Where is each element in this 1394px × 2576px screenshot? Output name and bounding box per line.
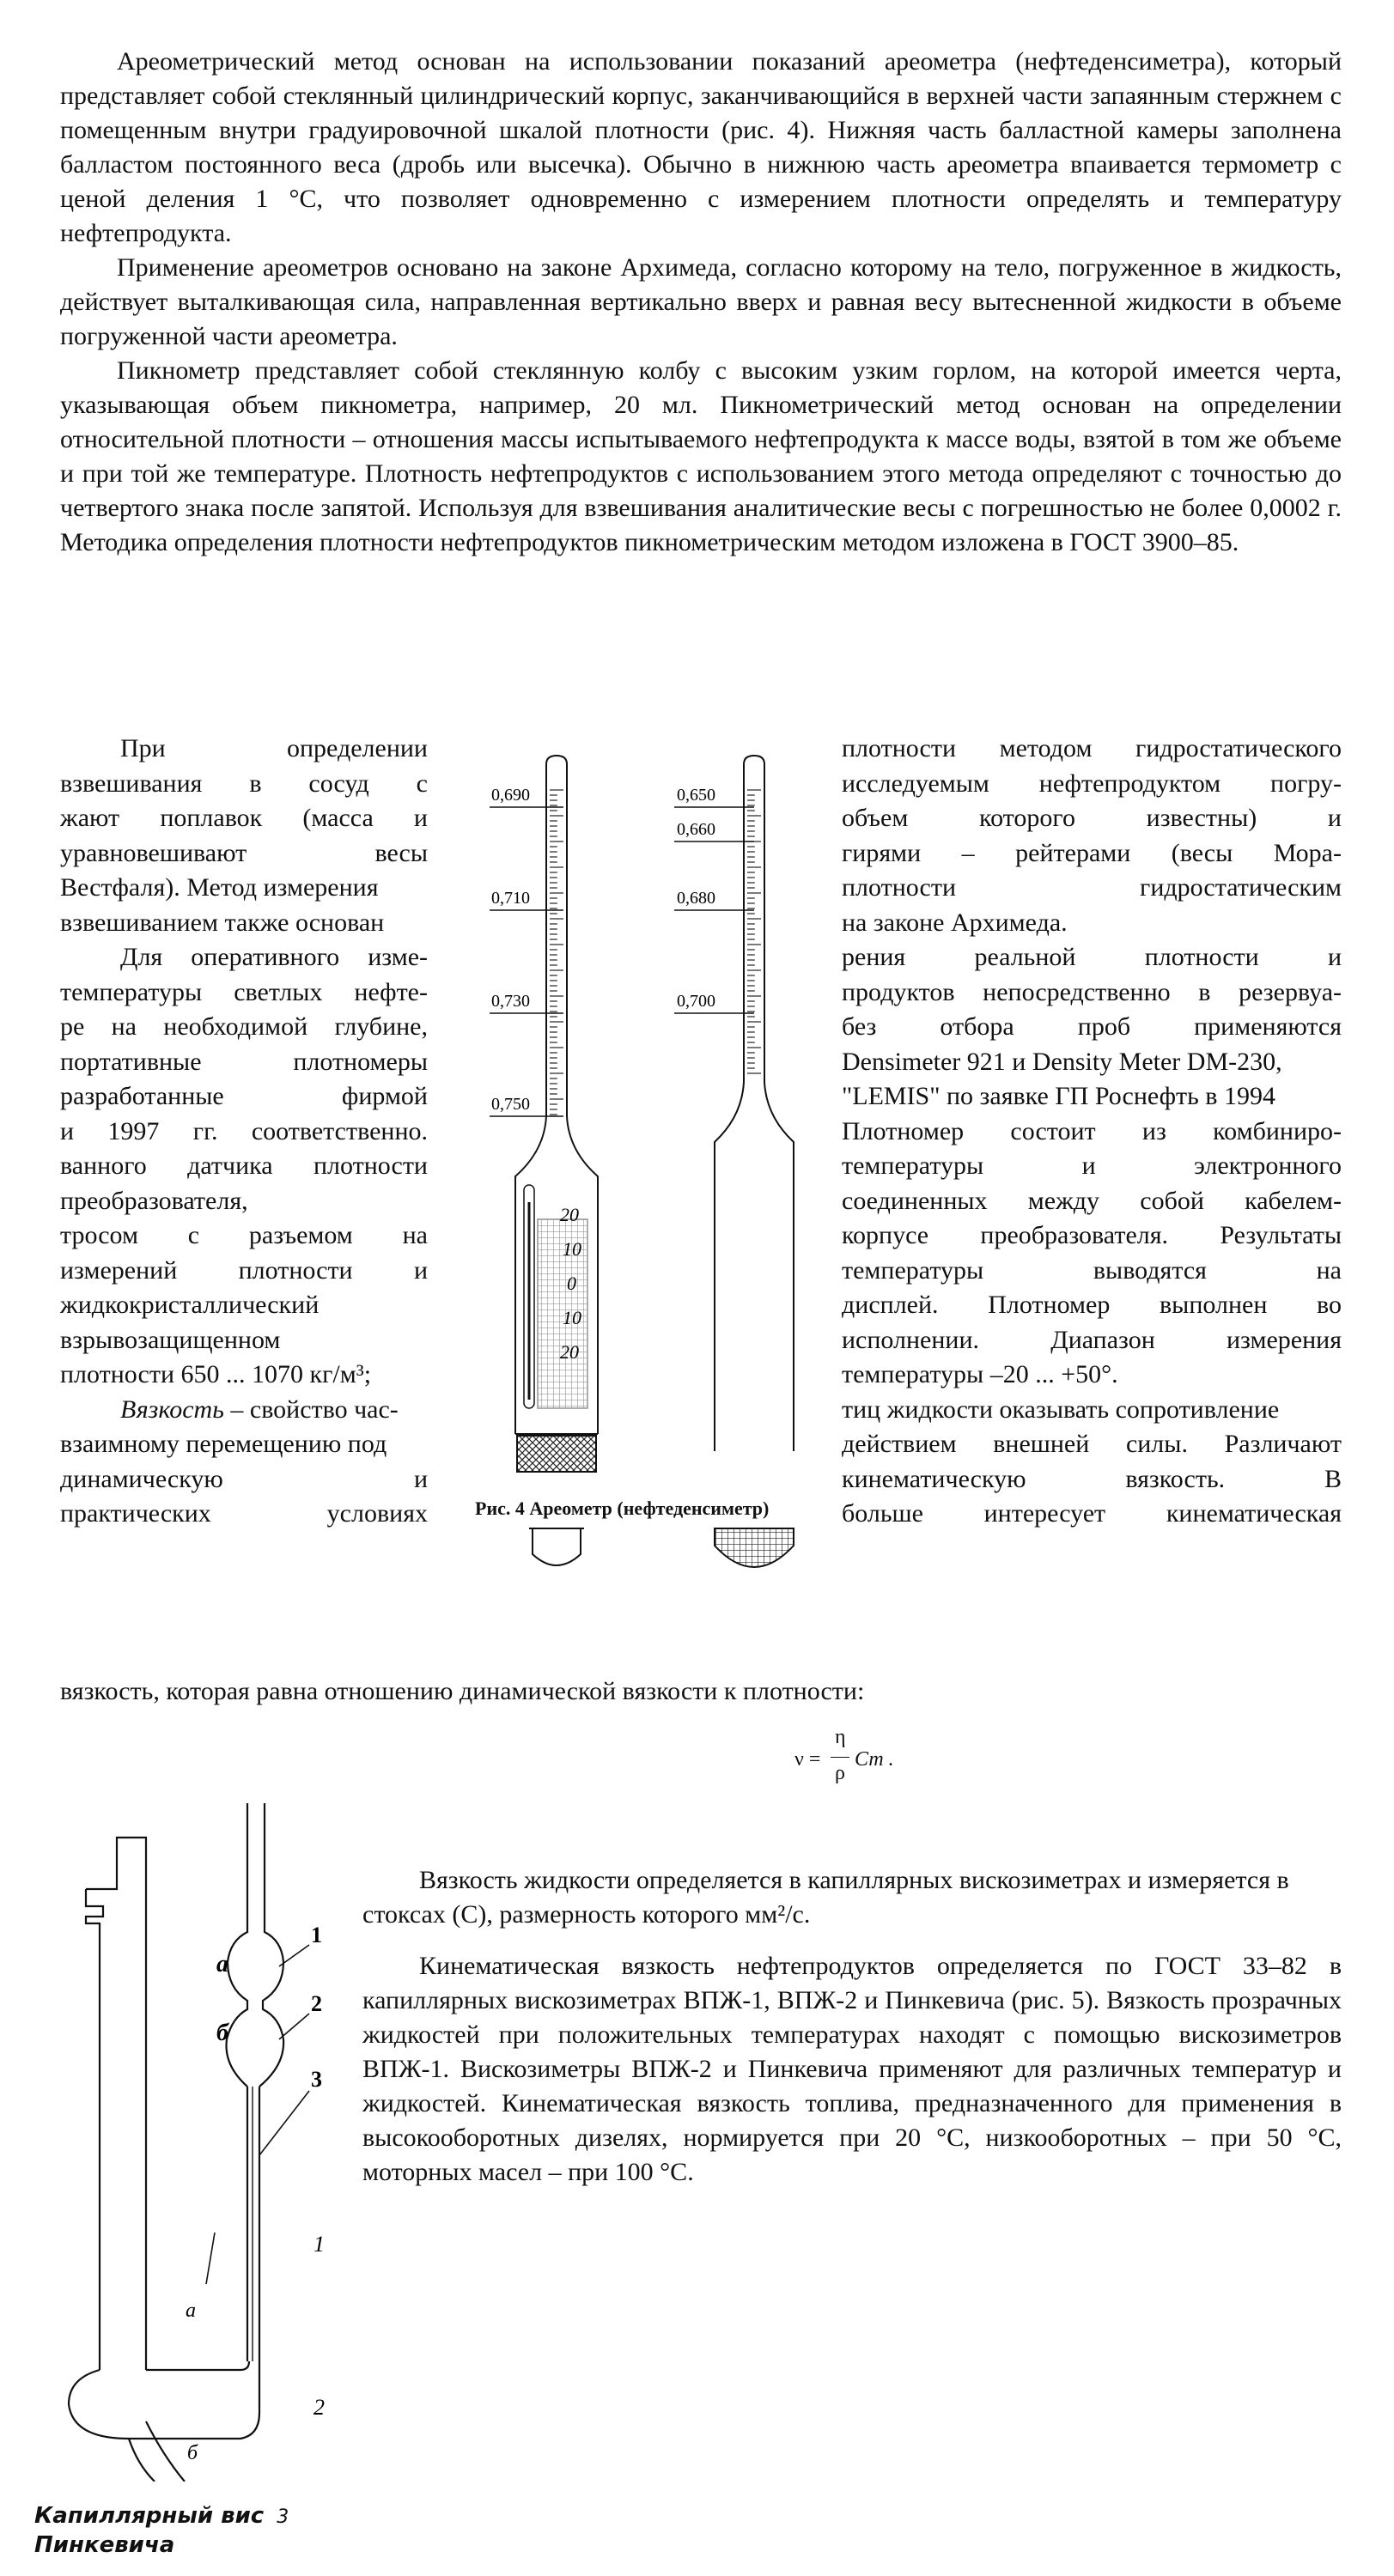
paragraph-viscosity-stokes: Вязкость жидкости определяется в капиллярных вискозиметрах и измеряется в стоксах (С), размерность которого мм²/с.	[362, 1866, 1289, 1929]
right-column-line: корпусе преобразователя. Результаты	[842, 1221, 1342, 1249]
right-scale-label: 0,650	[677, 786, 715, 805]
figure-5-caption-line1: Капиллярный вис	[34, 2503, 265, 2529]
figure-5-caption-line2: Пинкевича	[34, 2532, 175, 2558]
right-column-line: Densimeter 921 и Density Meter DM-230,	[842, 1047, 1282, 1076]
left-column-line: При определении	[120, 734, 428, 762]
fig5-label-2: 2	[311, 1991, 322, 2016]
right-column-line: дисплей. Плотномер выполнен во	[842, 1291, 1342, 1319]
term-viscosity: Вязкость	[120, 1394, 224, 1424]
left-bulb-bottom	[533, 1528, 581, 1565]
figure-5-viscometer	[34, 1803, 361, 2482]
left-column-line: и 1997 гг. соответственно.	[60, 1116, 428, 1145]
left-column-line: плотности 650 ... 1070 кг/м³;	[60, 1360, 372, 1388]
formula-numerator: η	[835, 1726, 846, 1748]
right-column-line: объем которого известны) и	[842, 804, 1342, 832]
left-column-line: взрывозащищенном	[60, 1325, 281, 1354]
figure-4-caption: Рис. 4 Ареометр (нефтеденсиметр)	[475, 1498, 770, 1519]
figure-5-caption-number: 3	[277, 2506, 289, 2528]
paragraph-pycnometer: Пикнометр представляет собой стеклянную колбу с высоким узким горлом, на которой имеется черта, указывающая объем пикнометра, например, 20 мл. Пикнометрический метод основан на определении относительной плотности – отношения массы испытываемого нефтепродукта к массе воды, взятой в том же объеме и при той же температуре. Плотность нефтепродуктов с использованием этого метода определяют с точностью до четвертого знака после запятой. Используя для взвешивания аналитические весы с погрешностью не более 0,0002 г. Методика определения плотности нефтепродуктов пикнометрическим методом изложена в ГОСТ 3900–85.	[60, 356, 1342, 556]
left-column-line: преобразователя,	[60, 1186, 248, 1215]
right-ballast-chamber	[715, 1528, 794, 1567]
left-column-line: разработанные фирмой	[60, 1082, 428, 1110]
right-column-line: продуктов непосредственно в резервуа-	[842, 977, 1342, 1006]
right-column-line: соединенных между собой кабелем-	[842, 1186, 1342, 1215]
right-column-line: без отбора проб применяются	[842, 1012, 1342, 1041]
left-column-line: температуры светлых нефте-	[60, 977, 428, 1006]
formula-fraction-bar	[831, 1757, 849, 1758]
right-column-line: "LEMIS" по заявке ГП Роснефть в 1994	[842, 1082, 1275, 1110]
left-column-line: измерений плотности и	[60, 1255, 428, 1285]
paragraph-archimedes: Применение ареометров основано на законе Архимеда, согласно которому на тело, погруженное в жидкость, действует выталкивающая сила, направленная вертикально вверх и равная весу вытесненной жидкости в объеме погруженной части ареометра.	[60, 253, 1342, 350]
thermo-scale-label: 10	[563, 1238, 581, 1260]
fig5-label-1-lower: 1	[313, 2232, 325, 2257]
right-column-line: Плотномер состоит из комбиниро-	[842, 1116, 1342, 1145]
right-column-line: гирями – рейтерами (весы Мора-	[842, 838, 1342, 867]
left-ballast-chamber	[517, 1436, 596, 1472]
left-scale-label: 0,730	[491, 992, 530, 1011]
left-column-line: практических условиях	[60, 1499, 428, 1528]
left-column-line: динамическую и	[60, 1464, 428, 1493]
fig5-label-a: а	[216, 1951, 228, 1978]
left-text-column	[60, 732, 428, 1532]
thermo-scale-label: 0	[567, 1273, 576, 1294]
left-scale-label: 0,710	[491, 889, 530, 908]
fig5-label-b: б	[216, 2020, 228, 2046]
left-column-line: жидкокристаллический	[60, 1291, 320, 1319]
right-column-line: плотности гидростатическим	[842, 873, 1342, 902]
left-column-line: взаимному перемещению под	[60, 1430, 387, 1458]
left-column-line: тросом с разъемом на	[60, 1221, 428, 1249]
formula-rhs: Ст .	[855, 1748, 894, 1771]
left-scale-lines	[490, 807, 563, 1116]
left-column-line: жают поплавок (масса и	[60, 804, 428, 832]
right-column-line: исследуемым нефтепродуктом погру-	[842, 769, 1342, 798]
thermo-scale-label: 20	[560, 1341, 579, 1363]
left-column-line: портативные плотномеры	[60, 1047, 428, 1076]
left-scale-label: 0,750	[491, 1095, 530, 1114]
right-column-line: кинематическую вязкость. В	[842, 1464, 1342, 1493]
formula-lhs: ν =	[794, 1748, 821, 1771]
left-column-line: ванного датчика плотности	[60, 1151, 428, 1180]
right-column-line: плотности методом гидростатического	[842, 734, 1342, 762]
paragraph-kinematic-viscosity-gost: Кинематическая вязкость нефтепродуктов определяется по ГОСТ 33–82 в капиллярных вискозиметрах ВПЖ-1, ВПЖ-2 и Пинкевича (рис. 5). Вязкость прозрачных жидкостей при положительных температурах находят с помощью вискозиметров ВПЖ-1. Вискозиметры ВПЖ-2 и Пинкевича применяют для различных температур и жидкостей. Кинематическая вязкость топлива, предназначенного для применения в высокооборотных дизелях, нормируется при 20 °С, низкооборотных – при 50 °С, моторных масел – при 100 °С.	[362, 1952, 1342, 2186]
right-column-line: на законе Архимеда.	[842, 908, 1068, 937]
left-column-line: Для оперативного изме-	[120, 943, 428, 971]
right-column-line: температуры выводятся на	[842, 1255, 1342, 1285]
left-column-line: взвешиванием также основан	[60, 908, 385, 937]
left-scale-label: 0,690	[491, 786, 530, 805]
right-hydrometer	[715, 756, 794, 1451]
fig5-label-a-lower: а	[186, 2300, 196, 2322]
right-column-line: исполнении. Диапазон измерения	[842, 1325, 1342, 1354]
fig5-label-b-lower: б	[187, 2442, 198, 2464]
left-column-line: Вестфаля). Метод измерения	[60, 873, 379, 902]
formula-denominator: ρ	[835, 1762, 845, 1784]
fig5-label-1: 1	[311, 1923, 322, 1947]
right-column-line: рения реальной плотности и	[842, 943, 1342, 971]
right-column-line: действием внешней силы. Различают	[842, 1430, 1342, 1458]
right-column-line: тиц жидкости оказывать сопротивление	[842, 1394, 1280, 1424]
viscosity-formula	[794, 1724, 932, 1793]
right-column-line: больше интересует кинематическая	[842, 1499, 1342, 1528]
right-text-column	[842, 732, 1342, 1532]
thermo-scale-label: 20	[560, 1204, 579, 1225]
fig5-label-3: 3	[311, 2067, 322, 2092]
right-scale-label: 0,680	[677, 889, 715, 908]
left-column-line: ре на необходимой глубине,	[60, 1012, 428, 1041]
left-column-line: взвешивания в сосуд с	[60, 769, 428, 798]
right-scale-label: 0,700	[677, 992, 715, 1011]
paragraph-kinematic-viscosity-intro: вязкость, которая равна отношению динамической вязкости к плотности:	[60, 1677, 865, 1705]
left-column-line: Вязкость – свойство час-	[120, 1394, 399, 1424]
paragraph-areometric-method: Ареометрический метод основан на использовании показаний ареометра (нефтеденсиметра), который представляет собой стеклянный цилиндрический корпус, заканчивающийся в верхней части запаянным стержнем с помещенным внутри градуировочной шкалой плотности (рис. 4). Нижняя часть балластной камеры заполнена балластом постоянного веса (дробь или высечка). Обычно в нижнюю часть ареометра впаивается термометр с ценой деления 1 °С, что позволяет одновременно с измерением плотности определять и температуру нефтепродукта.	[60, 47, 1342, 247]
right-column-line: температуры и электронного	[842, 1151, 1342, 1180]
figure-4-hydrometers	[481, 738, 825, 1589]
left-column-line: уравновешивают весы	[60, 838, 428, 867]
fig5-label-2-lower: 2	[313, 2395, 325, 2420]
thermo-scale-label: 10	[563, 1307, 581, 1328]
figure-5-caption	[34, 2502, 378, 2559]
right-scale-label: 0,660	[677, 820, 715, 839]
right-column-line: температуры –20 ... +50°.	[842, 1360, 1118, 1388]
